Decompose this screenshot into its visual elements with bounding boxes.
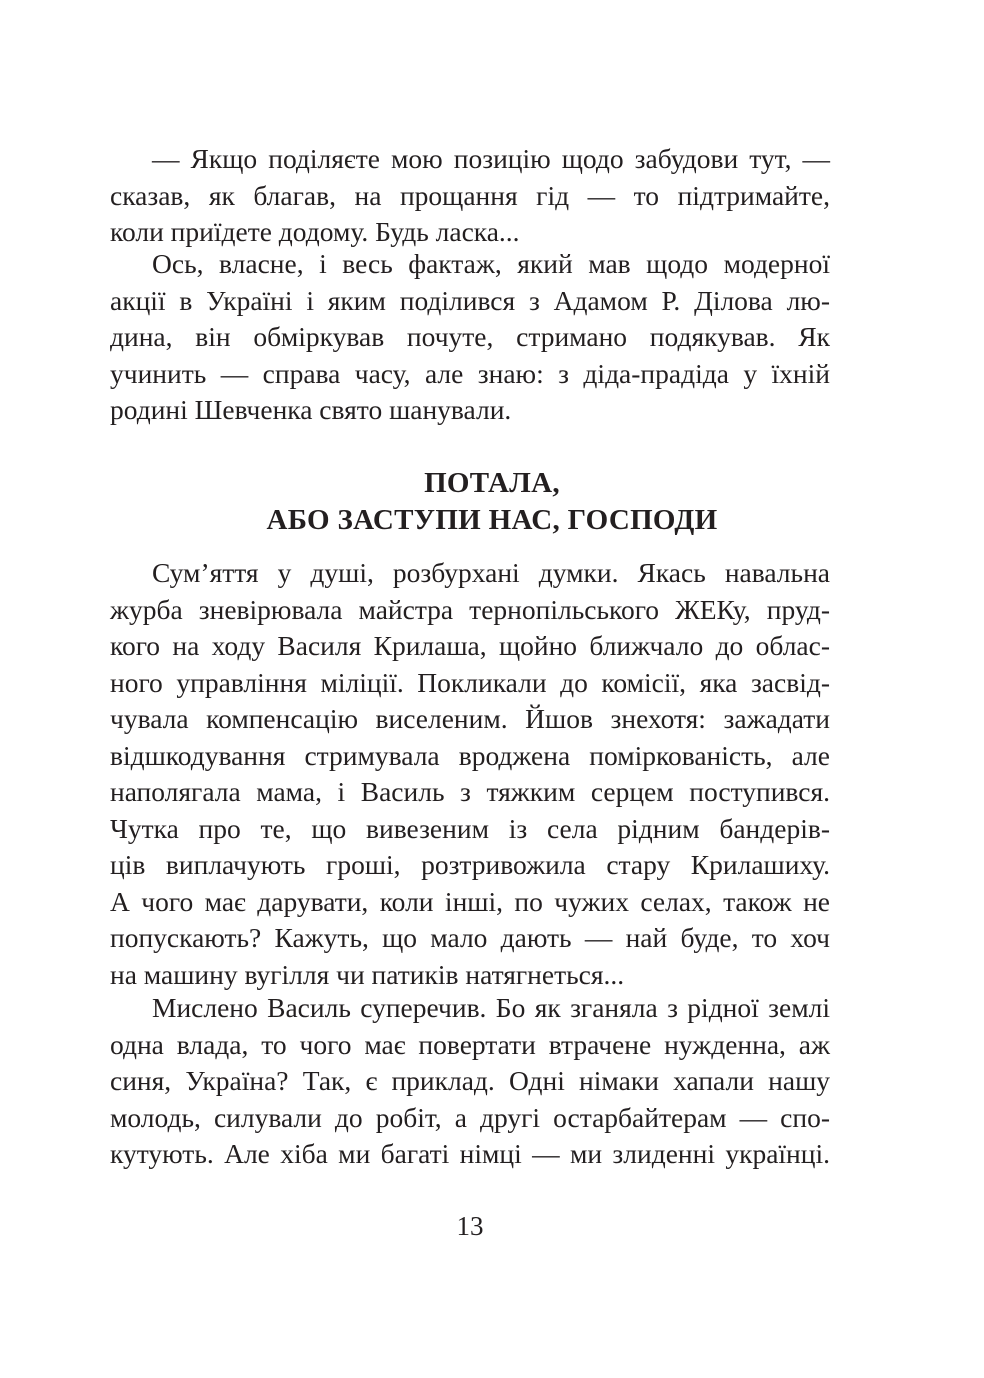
- paragraph-line: акції в Україні і яким поділився з Адамом Р. Ділова лю-: [110, 284, 830, 316]
- paragraph-line: чувала компенсацію виселеним. Йшов знехотя: зажадати: [110, 703, 830, 734]
- paragraph-line: сказав, як благав, на прощання гід — то підтримайте,: [110, 179, 830, 211]
- paragraph-line: Чутка про те, що вивезеним із села рідним бандерів-: [110, 812, 830, 844]
- paragraph-line: дина, він обміркував почуте, стримано подякував. Як: [110, 321, 830, 352]
- paragraph-line: кутують. Але хіба ми багаті німці — ми злиденні українці.: [110, 1138, 830, 1169]
- paragraph-line: А чого має дарувати, коли інші, по чужих селах, також не: [110, 885, 830, 917]
- paragraph-line: Ось, власне, і весь фактаж, який мав щодо модерної: [152, 248, 830, 279]
- paragraph-line: родині Шевченка свято шанували.: [110, 394, 512, 425]
- paragraph-4: [110, 990, 830, 1173]
- paragraph-line: наполягала мама, і Василь з тяжким серцем поступився.: [110, 776, 830, 807]
- paragraph-line: одна влада, то чого має повертати втрачене нужденна, аж: [110, 1028, 830, 1060]
- paragraph-line: коли приїдете додому. Будь ласка...: [110, 216, 520, 247]
- paragraph-line: ного управління міліції. Покликали до комісії, яка засвід-: [110, 666, 830, 698]
- paragraph-line: ців виплачують гроші, розтривожила стару Крилашиху.: [110, 849, 830, 880]
- paragraph-line: синя, Україна? Так, є приклад. Одні німаки хапали нашу: [110, 1065, 830, 1096]
- section-heading-line-2: АБО ЗАСТУПИ НАС, ГОСПОДИ: [266, 504, 718, 536]
- paragraph-2: [110, 246, 830, 429]
- paragraph-line: на машину вугілля чи патиків натягнеться...: [110, 958, 625, 990]
- section-heading-line-1: ПОТАЛА,: [424, 467, 560, 499]
- page-number: 13: [456, 1211, 484, 1241]
- paragraph-line: кого на ходу Василя Крилаша, щойно ближчало до облас-: [110, 630, 830, 661]
- paragraph-line: Мислено Василь суперечив. Бо як зганяла з рідної землі: [152, 992, 830, 1023]
- paragraph-line: журба зневірювала майстра тернопільського ЖЕКу, пруд-: [110, 593, 830, 625]
- paragraph-line: молодь, силували до робіт, а другі остарбайтерам — спо-: [110, 1101, 830, 1133]
- paragraph-line: учинить — справа часу, але знаю: з діда-прадіда у їхній: [110, 357, 830, 389]
- paragraph-1: [110, 141, 830, 251]
- paragraph-3: [110, 555, 830, 993]
- paragraph-line: відшкодування стримувала вроджена поміркованість, але: [110, 739, 830, 771]
- paragraph-line: попускають? Кажуть, що мало дають — най буде, то хоч: [110, 922, 830, 953]
- paragraph-line: — Якщо поділяєте мою позицію щодо забудови тут, —: [152, 143, 830, 174]
- paragraph-line: Сум’яття у душі, розбурхані думки. Якась навальна: [152, 557, 830, 588]
